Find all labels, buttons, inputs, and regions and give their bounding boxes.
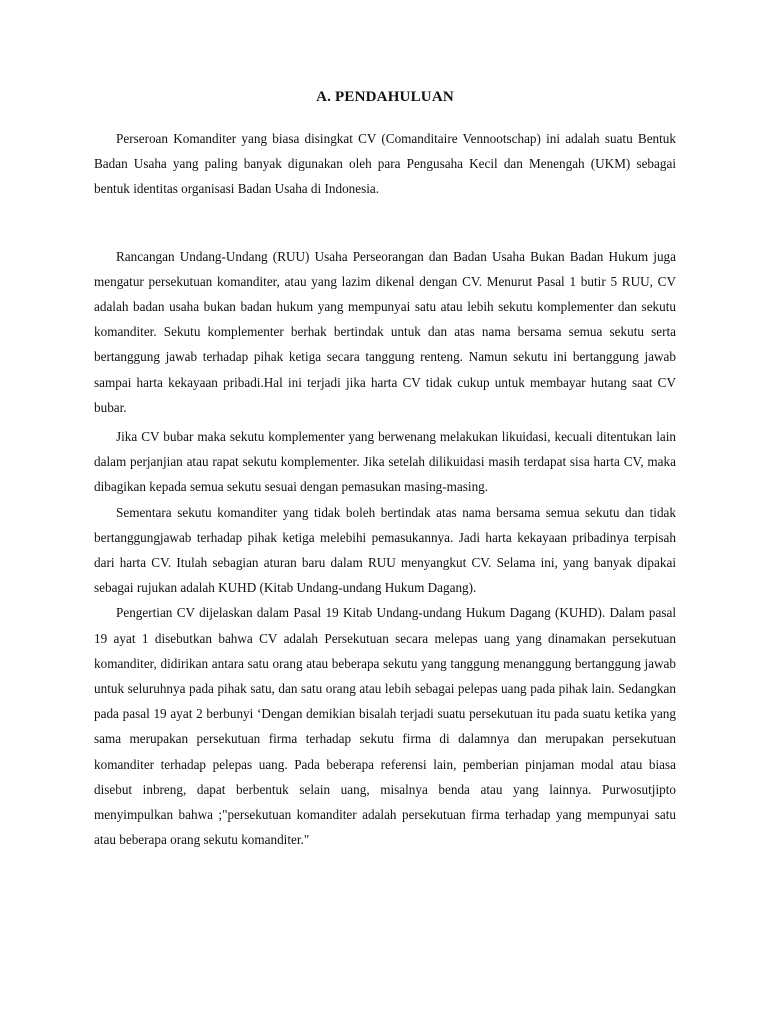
document-page (94, 86, 676, 852)
paragraph-likuidasi: Jika CV bubar maka sekutu komplementer yang berwenang melakukan likuidasi, kecuali ditentukan lain dalam perjanjian atau rapat sekutu komplementer. Jika setelah dilikuidasi masih terdapat sisa harta CV, maka dibagikan kepada semua sekutu sesuai dengan pemasukan masing-masing. (94, 429, 676, 495)
paragraph-sekutu-komanditer: Sementara sekutu komanditer yang tidak boleh bertindak atas nama bersama semua sekutu dan tidak bertanggungjawab terhadap pihak ketiga melebihi pemasukannya. Jadi harta kekayaan pribadinya terpisah dari harta CV. Itulah sebagian aturan baru dalam RUU menyangkut CV. Selama ini, yang banyak dipakai sebagai rujukan adalah KUHD (Kitab Undang-undang Hukum Dagang). (94, 504, 676, 596)
section-heading: A. PENDAHULUAN (316, 89, 454, 105)
paragraph-ruu: Rancangan Undang-Undang (RUU) Usaha Perseorangan dan Badan Usaha Bukan Badan Hukum juga mengatur persekutuan komanditer, atau yang lazim dikenal dengan CV. Menurut Pasal 1 butir 5 RUU, CV adalah badan usaha bukan badan hukum yang mempunyai satu atau lebih sekutu komplementer dan sekutu komanditer. Sekutu komplementer berhak bertindak untuk dan atas nama bersama semua sekutu serta bertanggung jawab terhadap pihak ketiga secara tanggung renteng. Namun sekutu ini bertanggung jawab sampai harta kekayaan pribadi.Hal ini terjadi jika harta CV tidak cukup untuk membayar hutang saat CV bubar. (94, 248, 676, 415)
paragraph-spacer (94, 202, 676, 244)
paragraph-pengertian-cv: Pengertian CV dijelaskan dalam Pasal 19 Kitab Undang-undang Hukum Dagang (KUHD). Dalam pasal 19 ayat 1 disebutkan bahwa CV adalah Persekutuan secara melepas uang yang dinamakan persekutuan komanditer, didirikan antara satu orang atau beberapa sekutu yang tanggung menanggung bertanggung jawab untuk seluruhnya pada pihak satu, dan satu orang atau lebih sebagai pelepas uang pada pihak lain. Sedangkan pada pasal 19 ayat 2 berbunyi ‘Dengan demikian bisalah terjadi suatu persekutuan itu pada suatu ketika yang sama merupakan persekutuan firma terhadap sekutu firma di dalamnya dan merupakan persekutuan komanditer terhadap pelepas uang. Pada beberapa referensi lain, pemberian pinjaman modal atau biasa disebut inbreng, dapat berbentuk selain uang, misalnya benda atau yang lainnya. Purwosutjipto menyimpulkan bahwa ;"persekutuan komanditer adalah persekutuan firma terhadap yang mempunyai satu atau beberapa orang sekutu komanditer." (94, 605, 676, 848)
paragraph-intro: Perseroan Komanditer yang biasa disingkat CV (Comanditaire Vennootschap) ini adalah suatu Bentuk Badan Usaha yang paling banyak digunakan oleh para Pengusaha Kecil dan Menengah (UKM) sebagai bentuk identitas organisasi Badan Usaha di Indonesia. (94, 131, 676, 197)
